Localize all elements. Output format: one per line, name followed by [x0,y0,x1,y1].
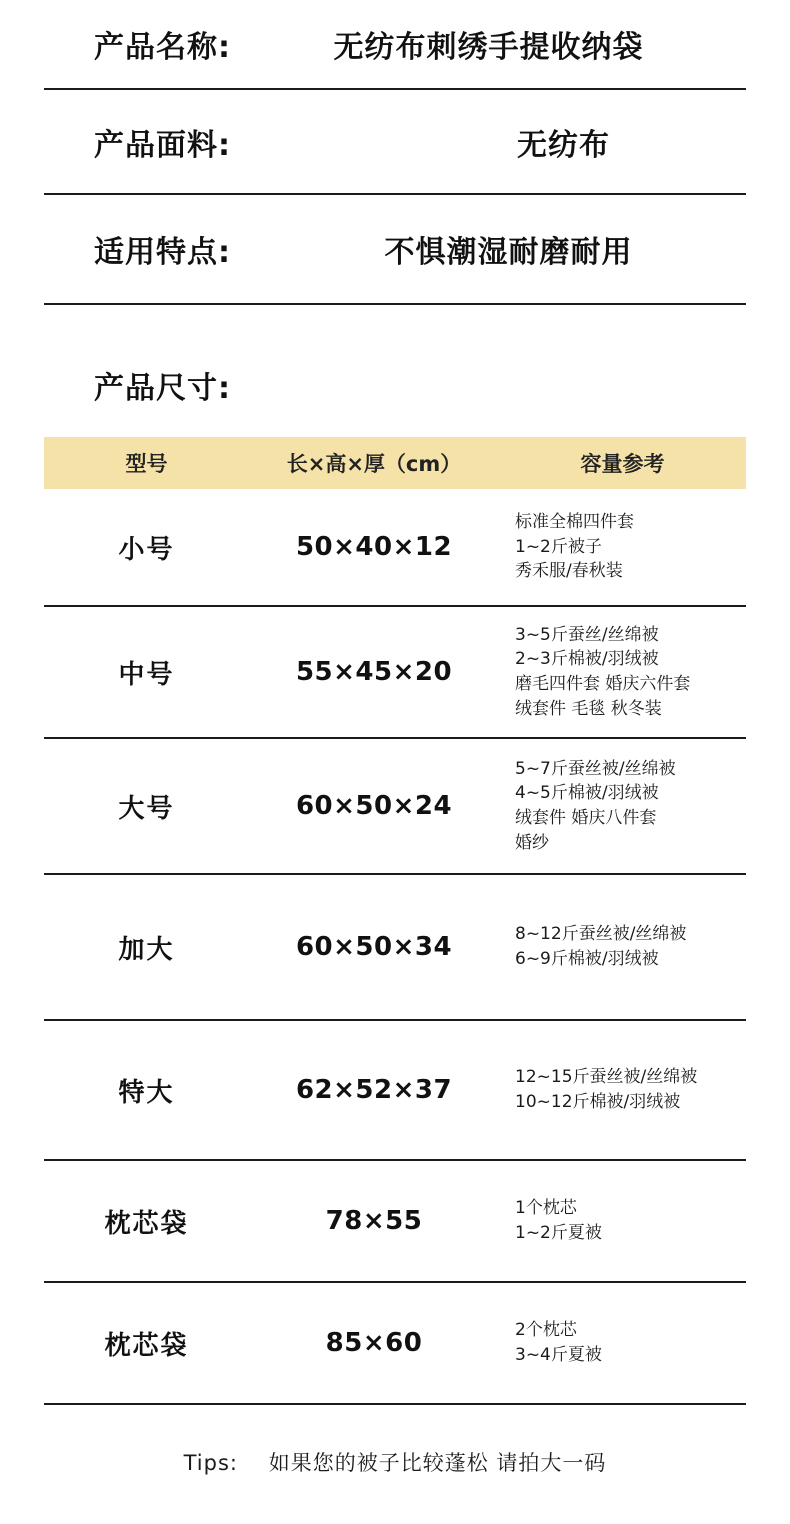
spec-row-fabric [44,90,746,195]
row-dimensions: 62×52×37 [295,1075,453,1105]
table-row [44,739,746,875]
capacity-line: 12~15斤蚕丝被/丝绵被 [515,1067,698,1088]
row-capacity [499,1318,746,1367]
capacity-line: 2个枕芯 [515,1320,577,1341]
row-capacity [499,510,746,584]
tips-note [0,1405,790,1477]
spec-row-product-name [44,0,746,90]
spec-list [0,0,790,305]
row-model: 大号 [118,793,175,824]
spec-label-product-name: 产品名称: [94,30,231,65]
row-model: 中号 [118,659,175,690]
row-model: 枕芯袋 [104,1208,189,1239]
row-dimensions: 60×50×34 [295,932,453,962]
spec-label-features: 适用特点: [94,235,231,270]
row-dimensions: 50×40×12 [295,532,453,562]
table-row [44,1161,746,1283]
capacity-line: 1个枕芯 [515,1198,577,1219]
row-dimensions: 78×55 [325,1206,423,1236]
spec-row-features [44,195,746,305]
capacity-line: 4~5斤棉被/羽绒被 [515,783,659,804]
capacity-line: 6~9斤棉被/羽绒被 [515,949,659,969]
capacity-line: 10~12斤棉被/羽绒被 [515,1092,681,1112]
row-model: 特大 [118,1077,175,1108]
table-row [44,875,746,1021]
tips-text: 如果您的被子比较蓬松 请拍大一码 [268,1451,607,1475]
row-capacity [499,757,746,856]
capacity-line: 1~2斤夏被 [515,1223,602,1243]
row-model: 小号 [118,534,175,565]
capacity-line: 1~2斤被子 [515,536,602,557]
capacity-line: 磨毛四件套 婚庆六件套 [515,674,691,694]
size-table-header-dimensions: 长×高×厚（cm） [286,452,462,476]
capacity-line: 婚纱 [515,832,549,853]
spec-value-product-name: 无纺布刺绣手提收纳袋 [333,30,644,65]
table-row [44,1021,746,1161]
tips-label: Tips: [183,1451,238,1475]
row-model: 枕芯袋 [104,1330,189,1361]
table-row [44,607,746,739]
row-dimensions: 60×50×24 [295,791,453,821]
row-capacity [499,1196,746,1245]
table-row [44,489,746,607]
capacity-line: 2~3斤棉被/羽绒被 [515,649,659,670]
row-capacity [499,922,746,971]
row-dimensions: 55×45×20 [295,657,453,687]
capacity-line: 绒套件 毛毯 秋冬装 [515,698,662,719]
size-table-header-model: 型号 [125,452,168,476]
capacity-line: 绒套件 婚庆八件套 [515,808,657,828]
capacity-line: 3~4斤夏被 [515,1345,602,1365]
row-model: 加大 [118,934,175,965]
size-table [44,437,746,1405]
row-capacity [499,623,746,722]
capacity-line: 标准全棉四件套 [515,512,634,533]
size-section-title: 产品尺寸: [94,371,231,406]
row-capacity [499,1065,746,1114]
row-dimensions: 85×60 [325,1328,423,1358]
spec-value-fabric: 无纺布 [517,127,610,163]
capacity-line: 5~7斤蚕丝被/丝绵被 [515,758,676,779]
size-table-header-capacity: 容量参考 [580,452,665,476]
spec-label-fabric: 产品面料: [94,127,231,163]
table-row [44,1283,746,1405]
capacity-line: 3~5斤蚕丝/丝绵被 [515,624,659,645]
capacity-line: 秀禾服/春秋装 [515,561,623,582]
spec-value-features: 不惧潮湿耐磨耐用 [384,235,633,270]
size-table-header-row [44,437,746,489]
capacity-line: 8~12斤蚕丝被/丝绵被 [515,924,687,945]
